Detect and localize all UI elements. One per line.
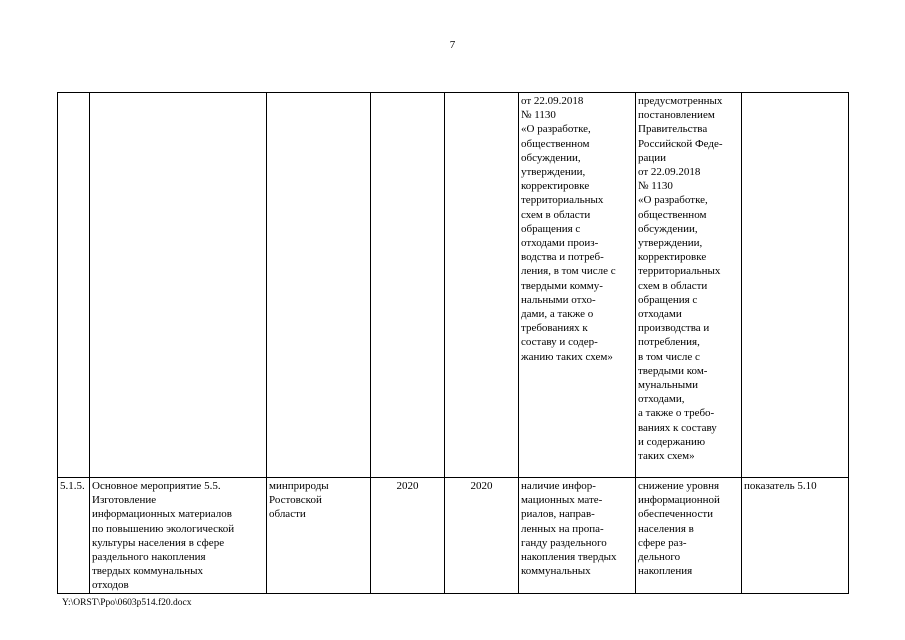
cell-number	[58, 93, 90, 478]
cell-consequence: предусмотренных постановлением Правительства Российской Феде- рации от 22.09.2018 № 1130 «О разработке, общественном обсуждении, утверждении, корректировке территориальных схем в области обращения с отходами производства и потребления, в том числе с твердыми ком- мунальными отходами, а также о требо- ваниях к составу и содержанию таких схем»	[636, 93, 742, 478]
cell-consequence: снижение уровня информационной обеспеченности населения в сфере раз- дельного накопления	[636, 478, 742, 594]
cell-indicator: показатель 5.10	[742, 478, 849, 594]
file-path-footer: Y:\ORST\Ppo\0603p514.f20.docx	[62, 598, 192, 608]
measures-table	[57, 92, 849, 594]
cell-start-year	[371, 93, 445, 478]
cell-expected-result: от 22.09.2018 № 1130 «О разработке, общественном обсуждении, утверждении, корректировке территориальных схем в области обращения с отходами произ- водства и потреб- ления, в том числе с твердыми комму- нальными отхо- дами, а также о требованиях к составу и содер- жанию таких схем»	[519, 93, 636, 478]
cell-number: 5.1.5.	[58, 478, 90, 594]
cell-measure-name: Основное мероприятие 5.5. Изготовление информационных материалов по повышению экологической культуры населения в сфере раздельного накопления твердых коммунальных отходов	[90, 478, 267, 594]
cell-measure-name	[90, 93, 267, 478]
cell-end-year	[445, 93, 519, 478]
table-row	[58, 478, 849, 594]
cell-executor: минприроды Ростовской области	[267, 478, 371, 594]
cell-start-year: 2020	[371, 478, 445, 594]
cell-expected-result: наличие инфор- мационных мате- риалов, направ- ленных на пропа- ганду раздельного накопления твердых коммунальных	[519, 478, 636, 594]
cell-indicator	[742, 93, 849, 478]
page-number: 7	[449, 39, 456, 51]
cell-end-year: 2020	[445, 478, 519, 594]
cell-executor	[267, 93, 371, 478]
table-row	[58, 93, 849, 478]
